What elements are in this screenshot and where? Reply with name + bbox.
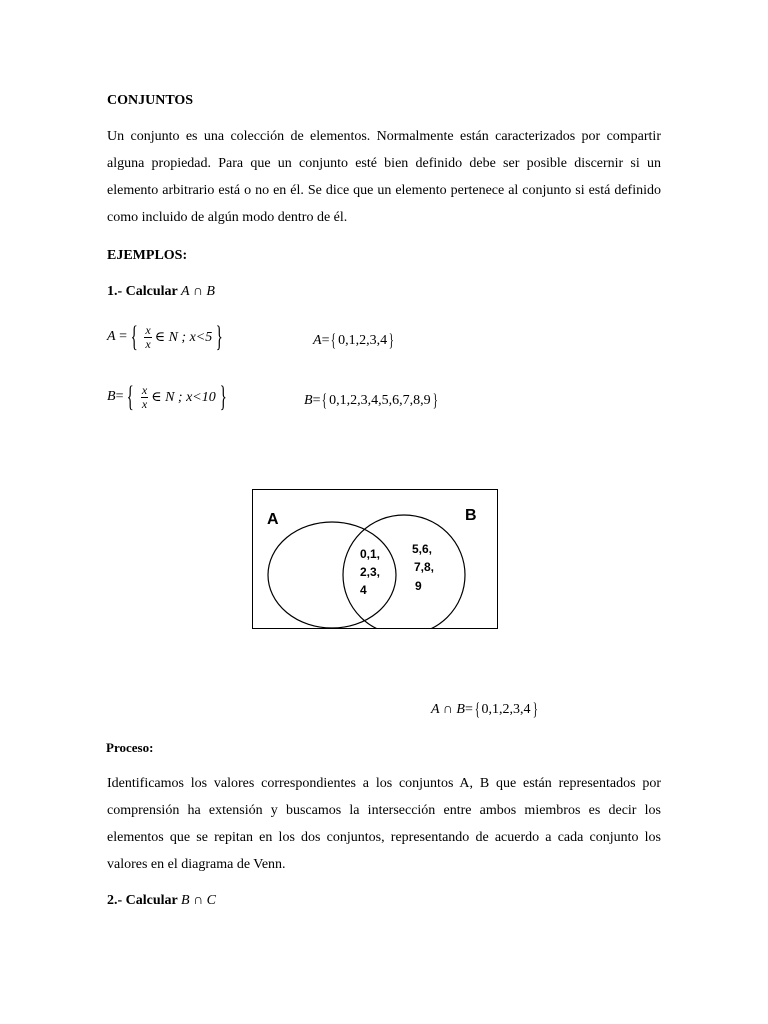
page-title: CONJUNTOS [107, 93, 194, 108]
venn-b-only-line-1: 5,6, [412, 542, 433, 556]
venn-intersection-line-2: 2,3, [360, 565, 381, 579]
set-b-fraction [141, 384, 148, 411]
result-elements: 0,1,2,3,4 [481, 701, 531, 717]
venn-b-only-line-2: 7,8, [414, 560, 435, 574]
set-a-elements: 0,1,2,3,4 [338, 332, 388, 348]
result-equation: A ∩ B = { 0,1,2,3,4 } [431, 699, 538, 719]
example-2-label: 2.- Calcular [107, 893, 178, 908]
set-a-comprehension: A = { $\frac{x}{x}$ ∈ N ; x<5 } [107, 320, 224, 353]
set-a-lhs: A [107, 329, 116, 344]
set-a-fraction [144, 324, 151, 351]
example-1-label: 1.- Calcular [107, 284, 178, 299]
set-a-numerator: x [145, 322, 151, 337]
set-b-extension: B = { 0,1,2,3,4,5,6,7,8,9 } [304, 390, 438, 410]
left-brace: { [130, 320, 138, 353]
set-a-denominator: x [145, 336, 151, 351]
right-brace: } [215, 320, 224, 353]
set-a-ext-lhs: A [313, 332, 322, 348]
set-b-comprehension: B = { $\frac{x}{x}$ ∈ N ; x<10 } [107, 380, 227, 413]
venn-b-only-line-3: 9 [415, 579, 422, 593]
set-b-denominator: x [141, 396, 148, 411]
set-b-ext-lhs: B [304, 392, 313, 408]
set-b-numerator: x [141, 382, 148, 397]
venn-intersection-line-3: 4 [360, 583, 367, 597]
process-paragraph: Identificamos los valores correspondientes a los conjuntos A, B que están representados por comprensión ha extensión y buscamos la intersección entre ambos miembros es decir los elementos que se repitan en los dos conjuntos, representando de acuerdo a cada conjunto los valores en el diagrama de Venn. [107, 776, 661, 872]
result-lhs: A ∩ B [431, 701, 465, 717]
set-b-condition: ∈ N ; x<10 [151, 389, 216, 405]
venn-label-b: B [465, 507, 477, 524]
process-heading: Proceso: [106, 740, 154, 755]
set-b-elements: 0,1,2,3,4,5,6,7,8,9 [329, 392, 431, 408]
example-2-heading [107, 893, 216, 909]
set-b-lhs: B [107, 389, 116, 404]
venn-label-a: A [267, 511, 279, 528]
example-1-expression: A ∩ B [181, 284, 215, 299]
left-brace: { [127, 380, 135, 413]
set-a-extension: A = { 0,1,2,3,4 } [313, 330, 395, 350]
examples-heading: EJEMPLOS: [107, 248, 188, 263]
venn-intersection-line-1: 0,1, [360, 547, 381, 561]
set-a-condition: ∈ N ; x<5 [154, 329, 213, 345]
right-brace: } [219, 380, 227, 413]
example-1-heading [107, 284, 215, 300]
intro-paragraph: Un conjunto es una colección de elementos. Normalmente están caracterizados por compartir alguna propiedad. Para que un conjunto esté bien definido debe ser posible discernir si un elemento arbitrario está o no en él. Se dice que un elemento pertenece al conjunto si está definido como incluido de algún modo dentro de él. [107, 129, 661, 225]
example-2-expression: B ∩ C [181, 893, 217, 908]
venn-diagram [252, 489, 498, 629]
